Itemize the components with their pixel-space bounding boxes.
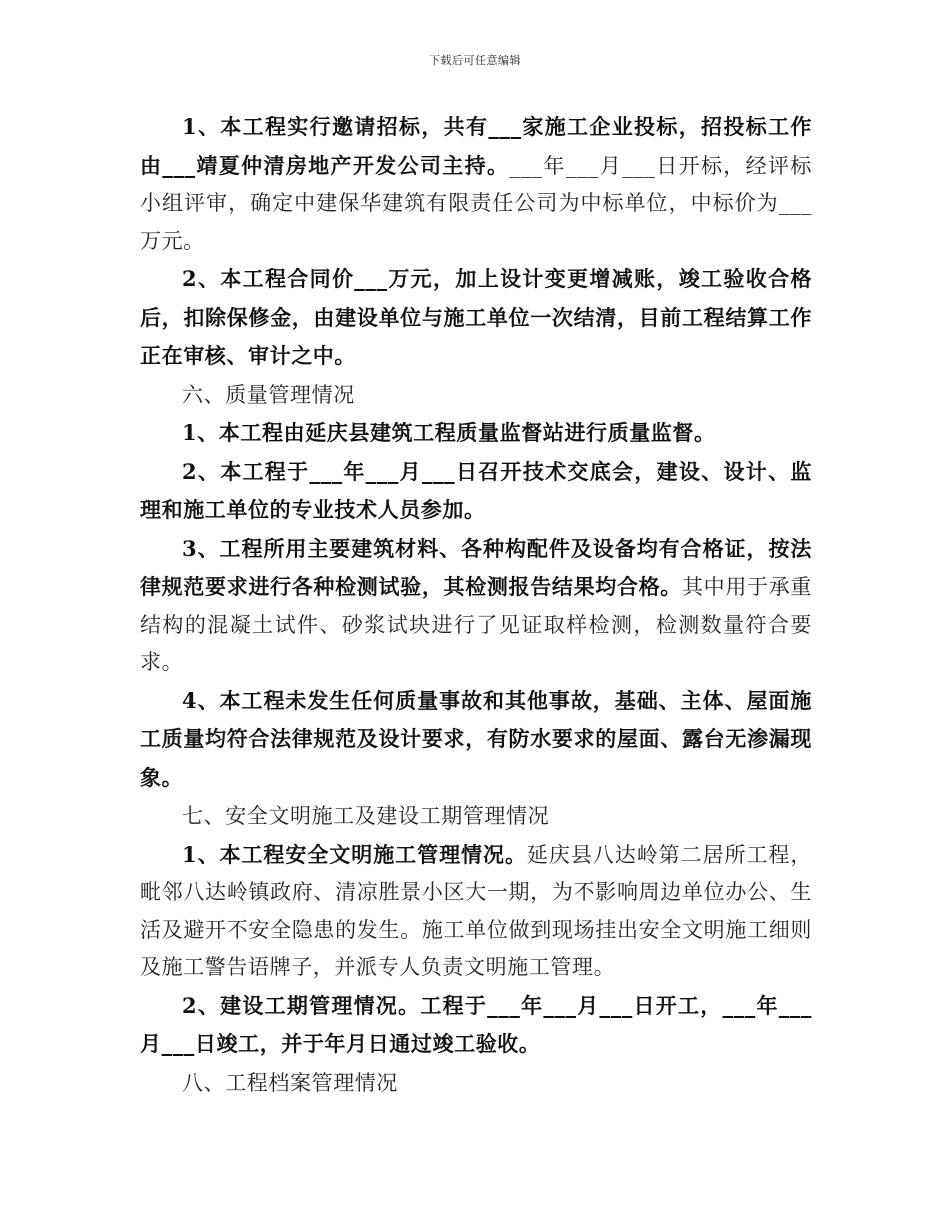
paragraph-bidding bbox=[140, 108, 812, 260]
section-heading-archives bbox=[140, 1064, 812, 1103]
paragraph-schedule-management bbox=[140, 987, 812, 1064]
paragraph-bold-text: 2、本工程合同价___万元，加上设计变更增减账，竣工验收合格后，扣除保修金，由建设单位与施工单位一次结清，目前工程结算工作正在审核、审计之中。 bbox=[140, 266, 812, 368]
paragraph-bold-text: 1、本工程由延庆县建筑工程质量监督站进行质量监督。 bbox=[182, 420, 716, 445]
paragraph-bold-text: 2、建设工期管理情况。工程于___年___月___日开工，___年___月___日竣工，并于年月日通过竣工验收。 bbox=[140, 992, 812, 1056]
paragraph-normal-text: 七、安全文明施工及建设工期管理情况 bbox=[182, 804, 550, 828]
paragraph-materials-testing bbox=[140, 530, 812, 682]
paragraph-bold-text: 3、工程所用主要建筑材料、各种构配件及设备均有合格证，按法律规范要求进行各种检测试验，其检测报告结果均合格。 bbox=[140, 535, 812, 599]
paragraph-normal-text: 六、质量管理情况 bbox=[182, 382, 355, 407]
paragraph-bold-text: 4、本工程未发生任何质量事故和其他事故，基础、主体、屋面施工质量均符合法律规范及设计要求，有防水要求的屋面、露台无渗漏现象。 bbox=[140, 687, 812, 790]
paragraph-safety-management bbox=[140, 836, 812, 987]
paragraph-bold-text: 2、本工程于___年___月___日召开技术交底会，建设、设计、监理和施工单位的专业技术人员参加。 bbox=[140, 458, 812, 522]
paragraph-normal-text: 八、工程档案管理情况 bbox=[182, 1070, 398, 1095]
paragraph-bold-text: 1、本工程实行邀请招标，共有___家施工企业投标，招投标工作由___靖夏仲清房地产开发公司主持。 bbox=[140, 114, 812, 178]
paragraph-normal-text: 延庆县八达岭第二居所工程，毗邻八达岭镇政府、清凉胜景小区大一期，为不影响周边单位办公、生活及避开不安全隐患的发生。施工单位做到现场挂出安全文明施工细则及施工警告语牌子，并派专人负责文明施工管理。 bbox=[140, 842, 812, 979]
paragraph-quality-supervision bbox=[140, 414, 812, 453]
document-body bbox=[140, 108, 812, 1102]
paragraph-normal-text: ___年___月___日开标，经评标小组评审，确定中建保华建筑有限责任公司为中标单位，中标价为___万元。 bbox=[140, 153, 812, 253]
paragraph-technical-briefing bbox=[140, 453, 812, 530]
page-header: 下载后可任意编辑 bbox=[429, 54, 521, 67]
section-heading-quality bbox=[140, 376, 812, 415]
paragraph-normal-text: 其中用于承重结构的混凝土试件、砂浆试块进行了见证取样检测，检测数量符合要求。 bbox=[140, 575, 812, 674]
paragraph-no-accidents bbox=[140, 682, 812, 798]
section-heading-safety bbox=[140, 797, 812, 836]
paragraph-contract-price bbox=[140, 260, 812, 376]
paragraph-bold-text: 1、本工程安全文明施工管理情况。 bbox=[182, 841, 527, 867]
